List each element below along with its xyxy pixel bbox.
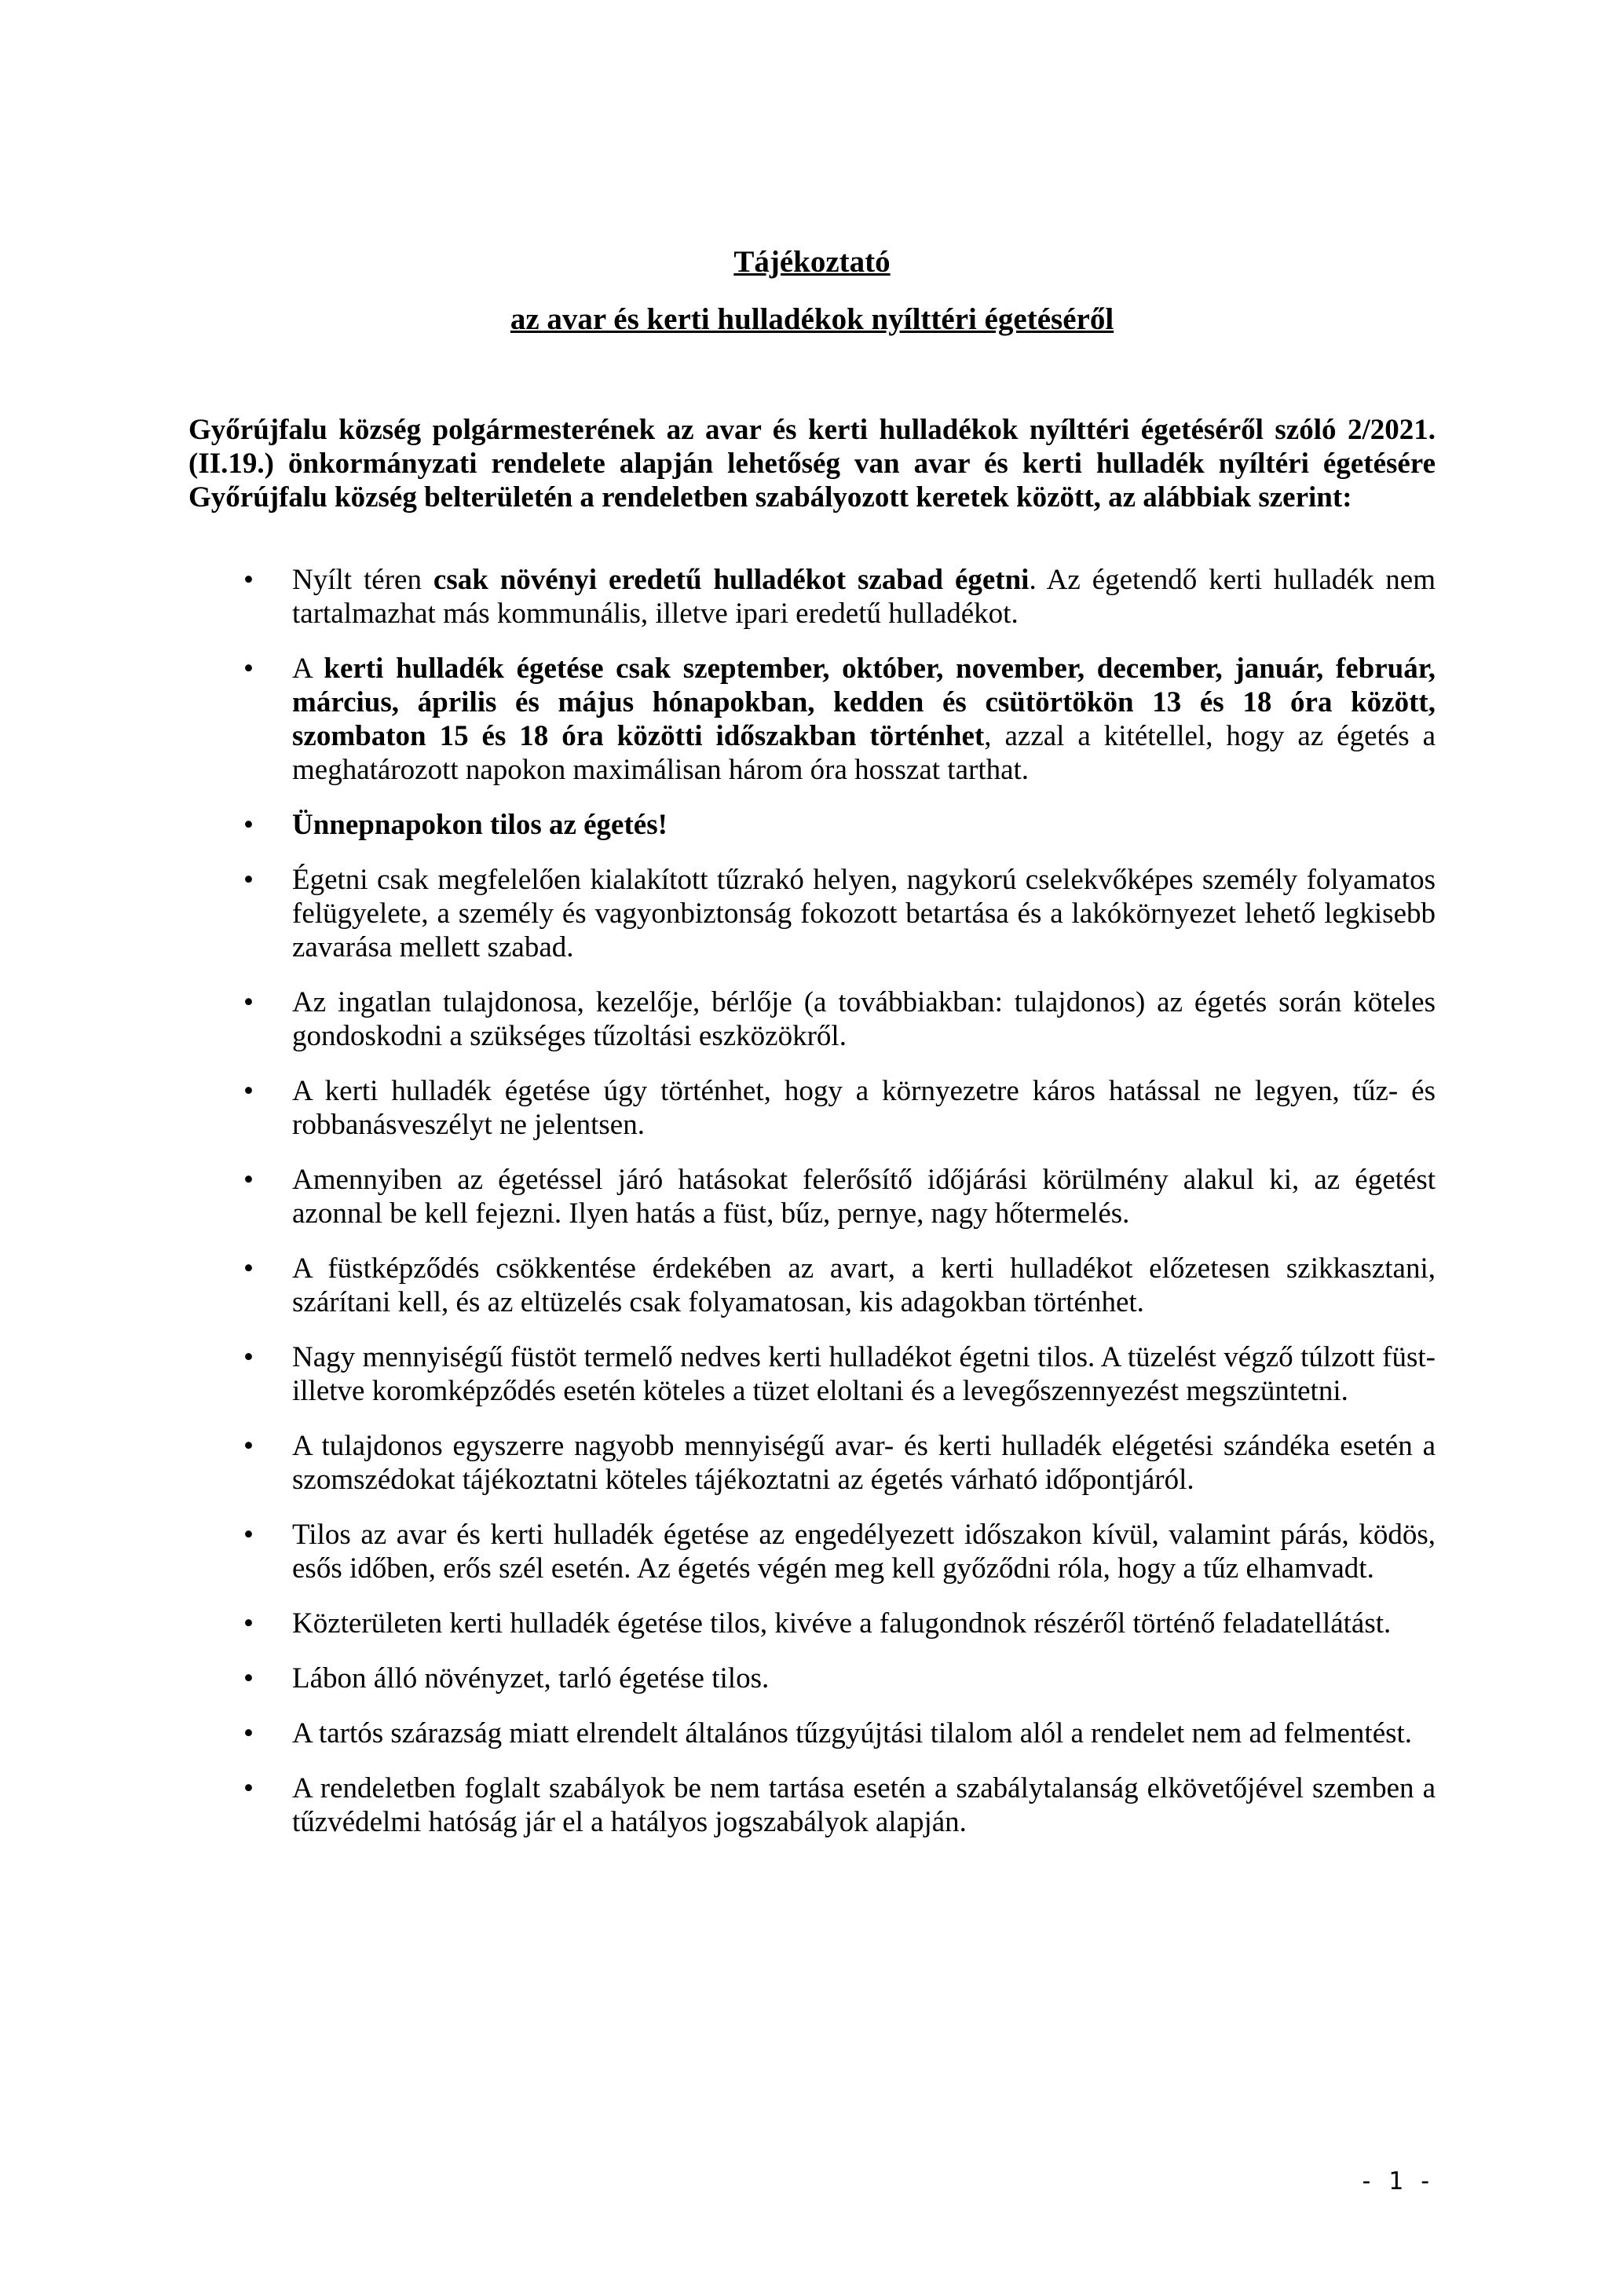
list-item [188, 1163, 1436, 1230]
list-item [188, 1518, 1436, 1585]
list-item-text: Amennyiben az égetéssel járó hatásokat felerősítő időjárási körülmény alakul ki, az égetést azonnal be kell fejezni. Ilyen hatás a füst, bűz, pernye, nagy hőtermelés. [292, 1164, 1436, 1230]
bullet-marker-icon: • [243, 1607, 254, 1640]
list-item-text: A tulajdonos egyszerre nagyobb mennyiségű avar- és kerti hulladék elégetési szándéka esetén a szomszédokat tájékoztatni köteles tájékoztatni az égetés várható időpontjáról. [292, 1430, 1436, 1496]
bullet-marker-icon: • [243, 1341, 254, 1373]
list-item-text: Nyílt téren csak növényi eredetű hulladékot szabad égetni. Az égetendő kerti hulladék nem tartalmazhat más kommunális, illetve ipari eredetű hulladékot. [292, 564, 1436, 630]
list-item [188, 863, 1436, 964]
bullet-marker-icon: • [243, 564, 254, 596]
bullet-marker-icon: • [243, 1075, 254, 1107]
list-item-text: A füstképződés csökkentése érdekében az avart, a kerti hulladékot előzetesen szikkasztani, szárítani kell, és az eltüzelés csak folyamatosan, kis adagokban történhet. [292, 1252, 1436, 1318]
list-item-text: Lábon álló növényzet, tarló égetése tilos. [292, 1662, 770, 1695]
list-item-text: A rendeletben foglalt szabályok be nem tartása esetén a szabálytalanság elkövetőjével szemben a tűzvédelmi hatóság jár el a hatályos jogszabályok alapján. [292, 1772, 1436, 1838]
list-item-text: Közterületen kerti hulladék égetése tilos, kivéve a falugondnok részéről történő feladatellátást. [292, 1607, 1392, 1640]
bullet-marker-icon: • [243, 864, 254, 896]
list-item [188, 808, 1436, 842]
page-subtitle: az avar és kerti hulladékok nyílttéri égetéséről [510, 302, 1114, 336]
list-item [188, 1074, 1436, 1142]
list-item-text: A tartós szárazság miatt elrendelt általános tűzgyújtási tilalom alól a rendelet nem ad felmentést. [292, 1717, 1413, 1749]
list-item-text: Égetni csak megfelelően kialakított tűzrakó helyen, nagykorú cselekvőképes személy folyamatos felügyelete, a személy és vagyonbiztonság fokozott betartása és a lakókörnyezet lehető legkisebb zavarása mellett szabad. [292, 864, 1436, 963]
list-item-text: Ünnepnapokon tilos az égetés! [292, 809, 668, 841]
bullet-marker-icon: • [243, 1772, 254, 1804]
bullet-marker-icon: • [243, 986, 254, 1018]
list-item [188, 1340, 1436, 1408]
list-item-text: Az ingatlan tulajdonosa, kezelője, bérlője (a továbbiakban: tulajdonos) az égetés során köteles gondoskodni a szükséges tűzoltási eszközökről. [292, 986, 1436, 1052]
list-item-text: Tilos az avar és kerti hulladék égetése az engedélyezett időszakon kívül, valamint párás, ködös, esős időben, erős szél esetén. Az égetés végén meg kell győződni róla, hogy a tűz elhamvadt. [292, 1519, 1436, 1585]
list-item-text: Nagy mennyiségű füstöt termelő nedves kerti hulladékot égetni tilos. A tüzelést végző túlzott füst- illetve koromképződés esetén köteles a tüzet eloltani és a levegőszennyezést megszüntetni. [292, 1341, 1436, 1407]
bullet-marker-icon: • [243, 1430, 254, 1462]
list-item-text: A kerti hulladék égetése úgy történhet, hogy a környezetre káros hatással ne legyen, tűz- és robbanásveszélyt ne jelentsen. [292, 1075, 1436, 1141]
intro-paragraph: Győrújfalu község polgármesterének az avar és kerti hulladékok nyílttéri égetéséről szóló 2/2021. (II.19.) önkormányzati rendelete alapján lehetőség van avar és kerti hulladék nyíltéri égetésére Győrújfalu község belterületén a rendeletben szabályozott keretek között, az alábbiak szerint: [188, 414, 1436, 514]
list-item-text: A kerti hulladék égetése csak szeptember, október, november, december, január, február, március, április és május hónapokban, kedden és csütörtökön 13 és 18 óra között, szombaton 15 és 18 óra közötti időszakban történhet, azzal a kitétellel, hogy az égetés a meghatározott napokon maximálisan három óra hosszat tarthat. [292, 653, 1436, 786]
bullet-marker-icon: • [243, 653, 254, 685]
list-item [188, 1607, 1436, 1640]
bullet-marker-icon: • [243, 809, 254, 841]
list-item [188, 985, 1436, 1053]
list-item [188, 563, 1436, 631]
bullet-marker-icon: • [243, 1164, 254, 1196]
page-number: - 1 - [1359, 2167, 1432, 2195]
list-item [188, 1429, 1436, 1497]
bullet-marker-icon: • [243, 1662, 254, 1695]
bullet-marker-icon: • [243, 1717, 254, 1749]
list-item [188, 1252, 1436, 1319]
bullet-marker-icon: • [243, 1252, 254, 1285]
list-item [188, 1662, 1436, 1695]
page-title: Tájékoztató [733, 245, 891, 279]
list-item [188, 652, 1436, 787]
rules-list [188, 563, 1436, 1839]
bullet-marker-icon: • [243, 1519, 254, 1551]
list-item [188, 1771, 1436, 1839]
list-item [188, 1717, 1436, 1750]
